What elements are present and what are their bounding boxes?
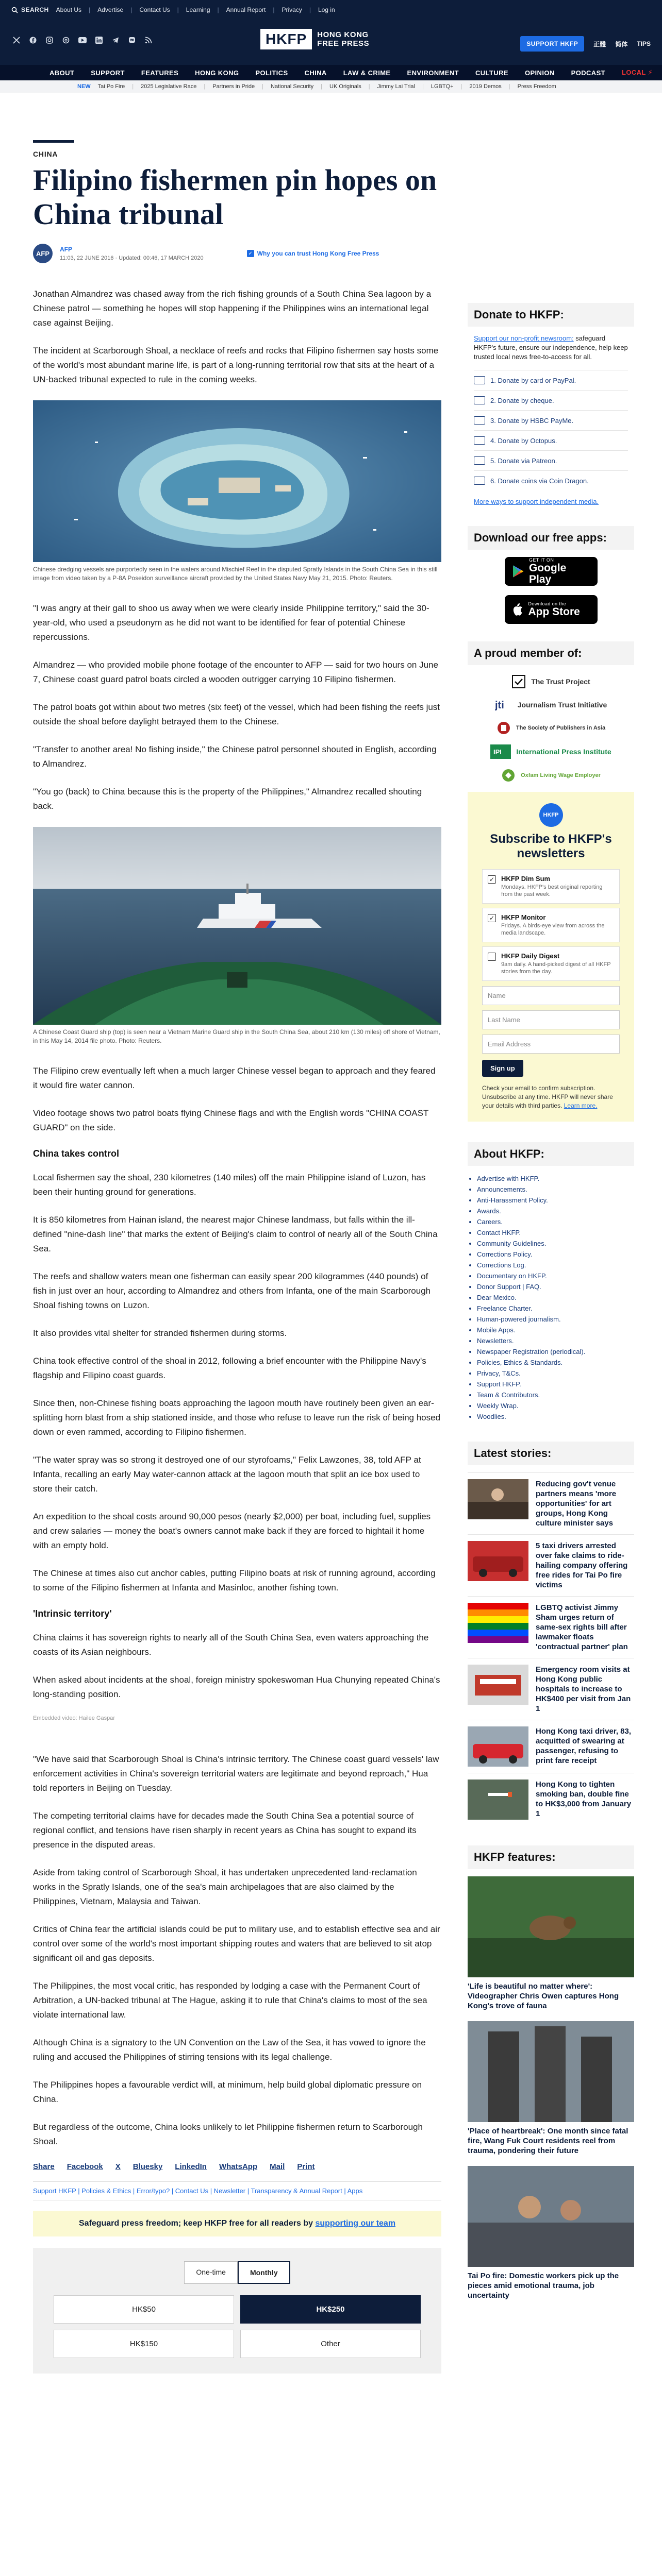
about-link[interactable]: • Awards. bbox=[477, 1206, 634, 1216]
article-title: Filipino fishermen pin hopes on China tribunal bbox=[33, 163, 437, 231]
about-link[interactable]: • Careers. bbox=[477, 1216, 634, 1227]
features-heading: HKFP features: bbox=[468, 1845, 634, 1869]
logo-line-1: HONG KONG bbox=[317, 30, 369, 39]
share-label: Share bbox=[33, 2162, 55, 2171]
member-oxfam[interactable] bbox=[468, 768, 634, 783]
story-thumbnail bbox=[468, 1541, 528, 1581]
paragraph: The Philippines, the most vocal critic, has responded by lodging a case with the Permanent Court of Arbitration, a UN-backed tribunal at The Hague, asking it to rule that China's claims to most of the sea violate international law. bbox=[33, 1981, 427, 2020]
checkbox-checked[interactable]: ✓ bbox=[488, 875, 496, 884]
story-thumbnail bbox=[468, 1603, 528, 1643]
newsletter-option[interactable] bbox=[482, 869, 620, 904]
app-store-badge[interactable] bbox=[505, 595, 598, 624]
top-link-about[interactable]: About Us bbox=[56, 6, 82, 13]
last-name-field[interactable]: Last Name bbox=[482, 1010, 620, 1029]
logo-line-2: FREE PRESS bbox=[317, 39, 370, 48]
about-link[interactable]: • Community Guidelines. bbox=[477, 1238, 634, 1249]
newsletter-signup bbox=[468, 792, 634, 1122]
trending-item[interactable]: 2025 Legislative Race bbox=[141, 83, 197, 90]
feature-story[interactable] bbox=[468, 2166, 634, 2300]
paragraph: The patrol boats got within about two metres (six feet) of the vessel, which had been fishing the reefs just outside the shoal before daylight betrayed them to the Chinese. bbox=[33, 702, 440, 726]
about-link[interactable]: • Announcements. bbox=[477, 1184, 634, 1195]
newsletter-option[interactable] bbox=[482, 946, 620, 981]
newsletter-desc: Fridays. A birds-eye view from across the media landscape. bbox=[501, 923, 605, 936]
site-header bbox=[0, 0, 662, 65]
member-sopa[interactable] bbox=[468, 721, 634, 735]
newsletter-logo: HKFP bbox=[539, 803, 563, 827]
amount-option[interactable]: HK$250 bbox=[240, 2295, 421, 2324]
site-logo[interactable] bbox=[260, 29, 369, 49]
google-play-icon bbox=[512, 565, 524, 578]
latest-story[interactable] bbox=[468, 1658, 634, 1720]
donate-option[interactable] bbox=[474, 450, 628, 470]
trending-item[interactable]: Press Freedom bbox=[517, 83, 556, 90]
member-heading: A proud member of: bbox=[468, 641, 634, 665]
trending-item[interactable]: 2019 Demos bbox=[469, 83, 502, 90]
main-nav bbox=[0, 65, 662, 80]
top-link-login[interactable]: Log in bbox=[318, 6, 335, 13]
learn-more-link[interactable]: Learn more. bbox=[564, 1102, 598, 1109]
donate-option[interactable] bbox=[474, 470, 628, 490]
logo-wordmark bbox=[317, 30, 369, 48]
donate-heading: Donate to HKFP: bbox=[468, 303, 634, 327]
about-list bbox=[468, 1173, 634, 1422]
paragraph: Aside from taking control of Scarborough Shoal, it has undertaken unprecedented land-reclamation works in the Spratly Islands, one of the sea's main archipelagoes that are also claimed by the Philippines, Vietnam, Malaysia and Taiwan. bbox=[33, 1868, 417, 1906]
newsletter-title: Subscribe to HKFP's newsletters bbox=[490, 832, 612, 860]
trust-link[interactable] bbox=[247, 250, 379, 257]
about-link[interactable]: • Freelance Charter. bbox=[477, 1303, 634, 1314]
lang-traditional[interactable]: 正體 bbox=[593, 40, 606, 48]
checkbox-checked[interactable]: ✓ bbox=[488, 914, 496, 922]
about-link[interactable]: • Team & Contributors. bbox=[477, 1389, 634, 1400]
donate-intro bbox=[474, 334, 628, 362]
nav-hong-kong[interactable]: HONG KONG bbox=[195, 69, 239, 77]
share-bluesky[interactable]: Bluesky bbox=[133, 2162, 163, 2171]
sidebar bbox=[468, 303, 634, 2311]
nav-support[interactable]: SUPPORT bbox=[91, 69, 125, 77]
donation-widget bbox=[33, 2248, 441, 2374]
latest-story[interactable] bbox=[468, 1534, 634, 1596]
donate-option-label: 3. Donate by HSBC PayMe. bbox=[490, 416, 574, 425]
paragraph: "We have said that Scarborough Shoal is China's intrinsic territory. The Chinese coast guard vessels' law enforcement activities in China's sovereign territorial waters are legitimate and beyond reproach," Hua told reporters in Beijing on Tuesday. bbox=[33, 1754, 439, 1793]
facebook-icon[interactable] bbox=[28, 35, 38, 45]
about-heading: About HKFP: bbox=[468, 1142, 634, 1166]
amount-option[interactable]: Other bbox=[240, 2330, 421, 2358]
cheque-icon bbox=[474, 396, 485, 404]
member-name: The Society of Publishers in Asia bbox=[516, 725, 606, 731]
paragraph: Since then, non-Chinese fishing boats approaching the lagoon mouth have routinely been given an ear-splitting horn blast from a ship stationed inside, and those who refuse to leave run the risk of being hosed down or even rammed, according to Filipino fishermen. bbox=[33, 1398, 441, 1437]
trending-item[interactable]: UK Originals bbox=[329, 83, 361, 90]
about-link[interactable]: • Contact HKFP. bbox=[477, 1227, 634, 1238]
newsletter-name: HKFP Dim Sum bbox=[501, 875, 551, 883]
nav-about[interactable]: ABOUT bbox=[49, 69, 75, 77]
checkbox-unchecked[interactable] bbox=[488, 953, 496, 961]
trending-item[interactable]: Partners in Pride bbox=[212, 83, 255, 90]
about-link[interactable]: • Corrections Policy. bbox=[477, 1249, 634, 1260]
feature-title: 'Place of heartbreak': One month since fatal fire, Wang Fuk Court residents reel from trauma, pondering their future bbox=[468, 2127, 628, 2155]
patreon-icon bbox=[474, 456, 485, 465]
about-link[interactable]: • Dear Mexico. bbox=[477, 1292, 634, 1303]
kicker-rule bbox=[33, 140, 74, 143]
about-link[interactable]: • Weekly Wrap. bbox=[477, 1400, 634, 1411]
author-avatar: AFP bbox=[33, 244, 53, 263]
apps-heading: Download our free apps: bbox=[468, 526, 634, 550]
newsletter-desc: 9am daily. A hand-picked digest of all HKFP stories from the day. bbox=[501, 961, 611, 975]
paragraph: An expedition to the shoal costs around 90,000 pesos (nearly $2,000) per boat, including fuel, supplies and crew salaries — money the boat's owners cannot make back if they are forced to hightail it home with an empty hold. bbox=[33, 1512, 431, 1550]
newsletter-option[interactable] bbox=[482, 908, 620, 942]
embed-credit: Embedded video: Hailee Gaspar bbox=[33, 1715, 115, 1721]
new-badge: NEW bbox=[77, 83, 91, 90]
donate-option-label: 6. Donate coins via Coin Dragon. bbox=[490, 477, 589, 485]
threads-icon[interactable] bbox=[61, 35, 71, 45]
as-small: Download on the bbox=[528, 601, 567, 606]
top-link-advertise[interactable]: Advertise bbox=[97, 6, 124, 13]
about-link[interactable]: • Anti-Harassment Policy. bbox=[477, 1195, 634, 1206]
email-field[interactable]: Email Address bbox=[482, 1035, 620, 1054]
nav-environment[interactable]: ENVIRONMENT bbox=[407, 69, 459, 77]
sopa-logo bbox=[496, 721, 511, 735]
top-link-learning[interactable]: Learning bbox=[186, 6, 210, 13]
donate-option[interactable] bbox=[474, 370, 628, 390]
member-trust-project[interactable] bbox=[468, 674, 634, 689]
feature-title: 'Life is beautiful no matter where': Videographer Chris Owen captures Hong Kong's trove of fauna bbox=[468, 1982, 619, 2010]
trending-item[interactable]: National Security bbox=[271, 83, 314, 90]
freq-monthly[interactable]: Monthly bbox=[238, 2261, 290, 2284]
about-link[interactable]: • Human-powered journalism. bbox=[477, 1314, 634, 1325]
nav-opinion[interactable]: OPINION bbox=[524, 69, 555, 77]
trending-item[interactable]: Tai Po Fire bbox=[97, 83, 125, 90]
paragraph: "I was angry at their gall to shoo us away when we were clearly inside Philippine territory," said the 30-year-old, who used a pseudonym as he did not want to be identified for fear of potential Chinese repercussions. bbox=[33, 603, 429, 642]
reef-photo bbox=[33, 400, 441, 562]
donate-option-label: 1. Donate by card or PayPal. bbox=[490, 376, 576, 384]
octopus-icon bbox=[474, 436, 485, 445]
story-title: LGBTQ activist Jimmy Sham urges return of same-sex rights bill after lawmaker floats 'contractual partner' plan bbox=[536, 1603, 628, 1651]
amount-option[interactable]: HK$50 bbox=[54, 2295, 234, 2324]
nav-politics[interactable]: POLITICS bbox=[255, 69, 288, 77]
paragraph: Video footage shows two patrol boats flying Chinese flags and with the English words "CHINA COAST GUARD" on the side. bbox=[33, 1108, 429, 1132]
search-button[interactable] bbox=[11, 6, 49, 13]
member-name: The Trust Project bbox=[531, 677, 590, 686]
latest-heading: Latest stories: bbox=[468, 1442, 634, 1465]
author-name[interactable]: AFP bbox=[60, 246, 72, 253]
about-link[interactable]: • Newsletters. bbox=[477, 1335, 634, 1346]
card-icon bbox=[474, 376, 485, 384]
trust-label: Why you can trust Hong Kong Free Press bbox=[257, 250, 379, 257]
payme-icon bbox=[474, 416, 485, 425]
share-facebook[interactable]: Facebook bbox=[67, 2162, 103, 2171]
search-label: SEARCH bbox=[21, 6, 49, 13]
paragraph: The Chinese at times also cut anchor cables, putting Filipino boats at risk of running aground, according to some of the Filipino fishermen at Infanta and Masinloc, another fishing town. bbox=[33, 1568, 436, 1592]
nav-local[interactable]: LOCAL ⚡ bbox=[622, 69, 653, 76]
frequency-toggle bbox=[54, 2261, 421, 2284]
donate-intro-link[interactable]: Support our non-profit newsroom: bbox=[474, 334, 574, 342]
paragraph: "You go (back) to China because this is the property of the Philippines," Almandrez recalled shouting back. bbox=[33, 787, 422, 811]
linkedin-icon[interactable] bbox=[94, 35, 104, 45]
story-title: Hong Kong to tighten smoking ban, double fine to HK$3,000 from January 1 bbox=[536, 1780, 632, 1818]
member-jti[interactable] bbox=[468, 698, 634, 711]
nav-law-crime[interactable]: LAW & CRIME bbox=[343, 69, 391, 77]
share-x[interactable]: X bbox=[115, 2162, 121, 2171]
paragraph: Almandrez — who provided mobile phone footage of the encounter to AFP — said for two hours on June 7, Chinese coast guard patrol boats circled a wooden outrigger carrying 10 Filipino fishermen. bbox=[33, 660, 438, 684]
story-thumbnail bbox=[468, 1780, 528, 1820]
ipi-logo bbox=[490, 744, 511, 759]
share-linkedin[interactable]: LinkedIn bbox=[175, 2162, 207, 2171]
newsletter-name: HKFP Daily Digest bbox=[501, 952, 560, 960]
instagram-icon[interactable] bbox=[44, 35, 55, 45]
checkmark-icon: ✓ bbox=[247, 250, 254, 257]
about-link[interactable]: • Woodlies. bbox=[477, 1411, 634, 1422]
share-bar bbox=[33, 2162, 441, 2171]
paragraph: It also provides vital shelter for stranded fishermen during storms. bbox=[33, 1328, 287, 1338]
story-title: Emergency room visits at Hong Kong public hospitals to increase to HK$400 per visit from Jan 1 bbox=[536, 1665, 631, 1713]
figure-coast-guard bbox=[33, 827, 441, 1045]
byline bbox=[33, 244, 441, 263]
top-link-annual-report[interactable]: Annual Report bbox=[226, 6, 266, 13]
paragraph: It is 850 kilometres from Hainan island, the nearest major Chinese landmass, but falls within the ill-defined "nine-dash line" that marks the extent of Beijing's claim to control of nearly all of the South China Sea. bbox=[33, 1215, 438, 1253]
youtube-icon[interactable] bbox=[77, 35, 88, 45]
story-title: 5 taxi drivers arrested over fake claims to ride-hailing company offering free rides for Tai Po fire victims bbox=[536, 1541, 628, 1589]
donate-option[interactable] bbox=[474, 410, 628, 430]
top-link-contact[interactable]: Contact Us bbox=[139, 6, 170, 13]
about-link[interactable]: • Policies, Ethics & Standards. bbox=[477, 1357, 634, 1368]
feature-image bbox=[468, 2166, 634, 2267]
logo-mark: HKFP bbox=[260, 29, 312, 49]
paragraph: China claims it has sovereign rights to nearly all of the South China Sea, even waters approaching the coasts of its Asian neighbours. bbox=[33, 1633, 429, 1657]
paragraph: Critics of China fear the artificial islands could be put to military use, and to establish effective sea and air control over some of the world's most important shipping routes and waters that are believed to sit atop significant oil and gas deposits. bbox=[33, 1924, 440, 1963]
x-icon[interactable] bbox=[11, 35, 22, 45]
trust-project-logo bbox=[511, 674, 526, 689]
paragraph: The Philippines hopes a favourable verdict will, at minimum, help build global diplomatic pressure on China. bbox=[33, 2080, 422, 2104]
top-link-privacy[interactable]: Privacy bbox=[282, 6, 302, 13]
amount-grid bbox=[54, 2295, 421, 2358]
amount-option[interactable]: HK$150 bbox=[54, 2330, 234, 2358]
apple-icon bbox=[512, 603, 523, 616]
paragraph: When asked about incidents at the shoal, foreign ministry spokeswoman Hua Chunying repeated China's long-standing position. bbox=[33, 1675, 440, 1699]
latest-story[interactable] bbox=[468, 1773, 634, 1826]
rss-icon[interactable] bbox=[143, 35, 154, 45]
feature-story[interactable] bbox=[468, 1876, 634, 2011]
newsletter-name: HKFP Monitor bbox=[501, 913, 546, 921]
support-hkfp-button[interactable]: SUPPORT HKFP bbox=[520, 36, 584, 52]
publish-dates: 11:03, 22 JUNE 2016 · Updated: 00:46, 17 MARCH 2020 bbox=[60, 255, 204, 261]
paragraph: The competing territorial claims have for decades made the South China Sea a potential source of regional conflict, and tensions have risen sharply in recent years as China has sought to expand its presence in the disputed areas. bbox=[33, 1811, 417, 1850]
latest-story[interactable] bbox=[468, 1720, 634, 1773]
figure-reef bbox=[33, 400, 441, 583]
paragraph: But regardless of the outcome, China looks unlikely to let Philippine fishermen return to Scarborough Shoal. bbox=[33, 2122, 423, 2146]
social-links bbox=[11, 35, 154, 45]
gp-small: GET IT ON bbox=[528, 557, 554, 563]
jti-logo bbox=[495, 698, 512, 711]
donate-option[interactable] bbox=[474, 430, 628, 450]
gp-big: Google Play bbox=[528, 562, 567, 585]
header-actions bbox=[520, 36, 651, 52]
svg-text:jti: jti bbox=[494, 700, 504, 711]
safeguard-text: Safeguard press freedom; keep HKFP free for all readers by bbox=[78, 2219, 316, 2228]
paragraph: Although China is a signatory to the UN Convention on the Law of the Sea, it has vowed to ignore the ruling and accused the Philippines of stirring tensions with its legal challenge. bbox=[33, 2038, 426, 2062]
trending-item[interactable]: LGBTQ+ bbox=[431, 83, 454, 90]
trending-item[interactable]: Jimmy Lai Trial bbox=[377, 83, 415, 90]
feature-image bbox=[468, 2021, 634, 2122]
paragraph: China took effective control of the shoal in 2012, following a brief encounter with the Philippine Navy's flagship and Filipino coast guards. bbox=[33, 1356, 426, 1380]
byline-text bbox=[60, 246, 204, 261]
story-thumbnail bbox=[468, 1479, 528, 1519]
donate-option-label: 5. Donate via Patreon. bbox=[490, 456, 557, 465]
paragraph: The Filipino crew eventually left when a much larger Chinese vessel began to approach and they feared it would fire water cannon. bbox=[33, 1066, 436, 1090]
about-link[interactable]: • Advertise with HKFP. bbox=[477, 1173, 634, 1184]
coast-guard-photo bbox=[33, 827, 441, 1025]
share-print[interactable]: Print bbox=[297, 2162, 315, 2171]
about-link[interactable]: • Documentary on HKFP. bbox=[477, 1270, 634, 1281]
name-field[interactable]: Name bbox=[482, 986, 620, 1005]
paragraph: Local fishermen say the shoal, 230 kilometres (140 miles) off the main Philippine island of Luzon, has been their hunting ground for generations. bbox=[33, 1173, 426, 1197]
member-ipi[interactable] bbox=[468, 744, 634, 759]
about-link[interactable]: • Support HKFP. bbox=[477, 1379, 634, 1389]
mastodon-icon[interactable] bbox=[127, 35, 137, 45]
oxfam-logo bbox=[501, 768, 516, 783]
subheading: 'Intrinsic territory' bbox=[33, 1608, 112, 1619]
safeguard-banner bbox=[33, 2211, 441, 2236]
about-link[interactable]: • Privacy, T&Cs. bbox=[477, 1368, 634, 1379]
paragraph: The incident at Scarborough Shoal, a necklace of reefs and rocks that Filipino fishermen say hosts some of the world's most abundant marine life, is part of a long-running territorial row that sits at the heart of a UN-backed tribunal expected to rule in the coming weeks. bbox=[33, 346, 439, 384]
safeguard-link[interactable]: supporting our team bbox=[315, 2219, 396, 2228]
paragraph: The reefs and shallow waters mean one fisherman can easily spear 200 kilogrammes (440 pounds) of fish in just over an hour, according to Almandrez and others from Infanta, one of the main Scarborough Shoal fishing towns on Luzon. bbox=[33, 1272, 431, 1310]
google-play-badge[interactable] bbox=[505, 557, 598, 586]
member-name: Journalism Trust Initiative bbox=[517, 701, 607, 709]
latest-story[interactable] bbox=[468, 1596, 634, 1658]
paragraph: "The water spray was so strong it destroyed one of our styrofoams," Felix Lawzones, 38, told AFP at Infanta, recalling an early May water-cannon attack at the lagoon mouth that split an ice box used to store their catch. bbox=[33, 1455, 421, 1494]
latest-story[interactable] bbox=[468, 1472, 634, 1534]
feature-title: Tai Po fire: Domestic workers pick up the pieces amid emotional trauma, job uncertainty bbox=[468, 2272, 619, 2300]
share-whatsapp[interactable]: WhatsApp bbox=[219, 2162, 258, 2171]
trending-nav: NEW Tai Po Fire | 2025 Legislative Race | Partners in Pride | National Security | UK Originals | Jimmy Lai Trial | LGBTQ+ | 2019 Demos | Press Freedom bbox=[0, 80, 662, 93]
coin-icon bbox=[474, 477, 485, 485]
article bbox=[33, 140, 441, 2374]
newsletter-note bbox=[482, 1084, 620, 1110]
search-icon bbox=[11, 7, 18, 13]
story-thumbnail bbox=[468, 1665, 528, 1705]
subheading: China takes control bbox=[33, 1148, 120, 1159]
newsletter-note-text: Check your email to confirm subscription. Unsubscribe at any time. HKFP will never share your details with third parties. bbox=[482, 1084, 613, 1109]
sign-up-button[interactable]: Sign up bbox=[482, 1060, 523, 1077]
about-link[interactable]: • Newspaper Registration (periodical). bbox=[477, 1346, 634, 1357]
paragraph: Jonathan Almandrez was chased away from the rich fishing grounds of a South China Sea lagoon by a Chinese patrol — something he hopes will stop happening if the Philippines wins an international legal case against Beijing. bbox=[33, 289, 432, 328]
tips-link[interactable]: TIPS bbox=[637, 40, 651, 47]
nav-china[interactable]: CHINA bbox=[304, 69, 327, 77]
story-title: Reducing gov't venue partners means 'more opportunities' for art groups, Hong Kong culture minister says bbox=[536, 1480, 617, 1528]
figure-caption: Chinese dredging vessels are purportedly seen in the waters around Mischief Reef in the disputed Spratly Islands in the South China Sea in this still image from video taken by a P-8A Poseidon surveillance aircraft provided by the United States Navy May 21, 2015. Photo: Reuters. bbox=[33, 566, 438, 582]
nav-culture[interactable]: CULTURE bbox=[475, 69, 508, 77]
lang-simplified[interactable]: 简体 bbox=[615, 40, 628, 48]
svg-text:IPI: IPI bbox=[493, 748, 502, 756]
member-name: International Press Institute bbox=[516, 748, 611, 756]
figure-caption: A Chinese Coast Guard ship (top) is seen near a Vietnam Marine Guard ship in the South China Sea, about 210 km (130 miles) off shore of Vietnam, in this May 14, 2014 file photo. Photo: Reuters. bbox=[33, 1028, 440, 1044]
paragraph: "Transfer to another area! No fishing inside," the Chinese patrol personnel shouted in English, according to Almandrez. bbox=[33, 744, 437, 769]
more-ways-link[interactable]: More ways to support independent media. bbox=[474, 498, 599, 505]
article-footer-links[interactable]: Support HKFP | Policies & Ethics | Error/typo? | Contact Us | Newsletter | Transparency & Annual Report | Apps bbox=[33, 2181, 441, 2200]
donate-option[interactable] bbox=[474, 390, 628, 410]
nav-podcast[interactable]: PODCAST bbox=[571, 69, 605, 77]
share-mail[interactable]: Mail bbox=[270, 2162, 285, 2171]
donate-intro-text: safeguard HKFP's future, ensure our independence, help keep trusted local news free-to-access for all. bbox=[474, 334, 628, 361]
utility-links: SEARCH About Us | Advertise | Contact Us | Learning | Annual Report | Privacy | Log in bbox=[11, 6, 335, 13]
story-title: Hong Kong taxi driver, 83, acquitted of swearing at passenger, refusing to print fare receipt bbox=[536, 1727, 632, 1765]
feature-image bbox=[468, 1876, 634, 1977]
story-thumbnail bbox=[468, 1726, 528, 1767]
donate-option-label: 4. Donate by Octopus. bbox=[490, 436, 557, 445]
about-link[interactable]: • Mobile Apps. bbox=[477, 1325, 634, 1335]
freq-one-time[interactable]: One-time bbox=[184, 2261, 238, 2284]
newsletter-desc: Mondays. HKFP's best original reporting from the past week. bbox=[501, 884, 603, 897]
about-link[interactable]: • Donor Support | FAQ. bbox=[477, 1281, 634, 1292]
as-big: App Store bbox=[528, 606, 580, 618]
donate-option-label: 2. Donate by cheque. bbox=[490, 396, 554, 404]
about-link[interactable]: • Corrections Log. bbox=[477, 1260, 634, 1270]
section-label[interactable]: CHINA bbox=[33, 150, 58, 158]
feature-story[interactable] bbox=[468, 2021, 634, 2156]
member-name: Oxfam Living Wage Employer bbox=[521, 772, 601, 778]
telegram-icon[interactable] bbox=[110, 35, 121, 45]
nav-features[interactable]: FEATURES bbox=[141, 69, 179, 77]
